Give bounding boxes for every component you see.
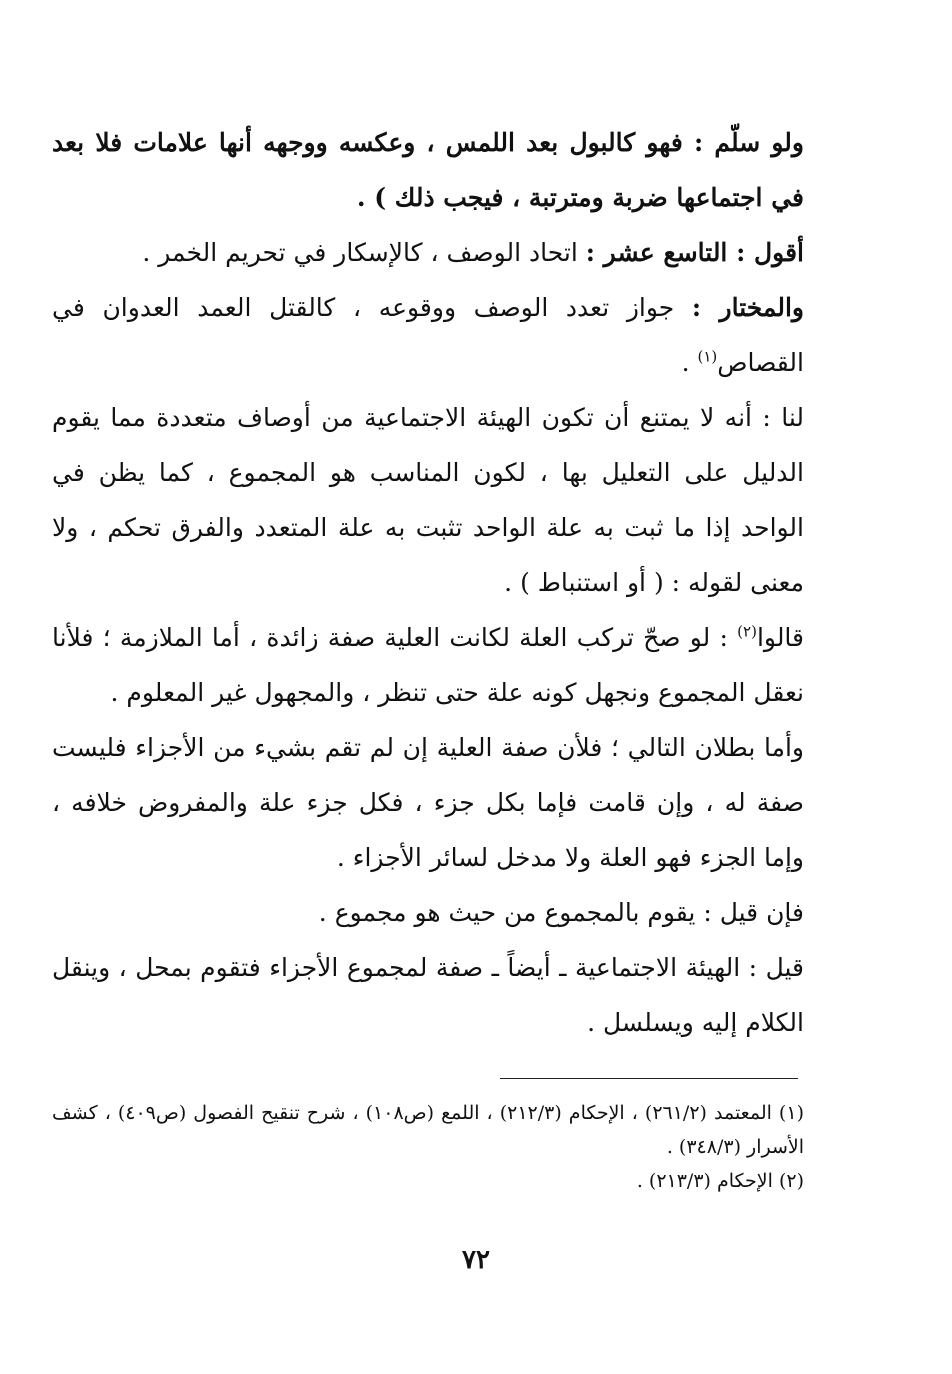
paragraph-evidence bbox=[52, 390, 804, 610]
paragraph-chosen bbox=[52, 280, 804, 390]
paragraph-text: وأما بطلان التالي ؛ فلأن صفة العلية إن لم تقم بشيء من الأجزاء فليست صفة له ، وإن قامت فإما بكل جزء ، فكل جزء علة والمفروض خلافه ، وإما الجزء فهو العلة ولا مدخل لسائر الأجزاء . bbox=[52, 733, 804, 872]
paragraph-lead: قالوا bbox=[756, 623, 804, 652]
footnotes bbox=[52, 1096, 804, 1198]
paragraph-objection bbox=[52, 610, 804, 720]
paragraph-ninth bbox=[52, 225, 804, 280]
footnote-ref-1[interactable]: (١) bbox=[697, 347, 718, 366]
footnote-1: (١) المعتمد (٢٦١/٢) ، الإحكام (٢١٢/٣) ، اللمع (ص١٠٨) ، شرح تنقيح الفصول (ص٤٠٩) ، كشف الأسرار (٣٤٨/٣) . bbox=[52, 1102, 804, 1158]
paragraph-end: . bbox=[681, 348, 698, 377]
paragraph-text: : لو صحّ تركب العلة لكانت العلية صفة زائدة ، أما الملازمة ؛ فلأنا نعقل المجموع ونجهل كونه علة حتى تنظر ، والمجهول غير المعلوم . bbox=[52, 623, 804, 707]
paragraph-reply bbox=[52, 940, 804, 1050]
paragraph-lead: والمختار : bbox=[691, 293, 804, 322]
paragraph-text: قيل : الهيئة الاجتماعية ـ أيضاً ـ صفة لمجموع الأجزاء فتقوم بمحل ، وينقل الكلام إليه ويسلسل . bbox=[52, 953, 804, 1037]
paragraph-text: ولو سلّم : فهو كالبول بعد اللمس ، وعكسه ووجهه أنها علامات فلا بعد في اجتماعها ضربة ومترتبة ، فيجب ذلك ) . bbox=[52, 128, 804, 212]
paragraph-text: فإن قيل : يقوم بالمجموع من حيث هو مجموع . bbox=[318, 898, 804, 927]
page-number: ٧٢ bbox=[462, 1245, 490, 1275]
paragraph-if-said bbox=[52, 885, 804, 940]
footnote-divider bbox=[500, 1078, 798, 1079]
paragraph-lead: أقول : التاسع عشر : bbox=[585, 238, 804, 267]
paragraph-text: جواز تعدد الوصف ووقوعه ، كالقتل العمد العدوان في القصاص bbox=[52, 293, 804, 377]
paragraph-text: لنا : أنه لا يمتنع أن تكون الهيئة الاجتماعية من أوصاف متعددة مما يقوم الدليل على التعليل بها ، لكون المناسب هو المجموع ، كما يظن في الواحد إذا ما ثبت به علة الواحد تثبت به علة المتعدد والفرق تحكم ، ولا معنى لقوله : ( أو استنباط ) . bbox=[52, 403, 804, 597]
paragraph-text: اتحاد الوصف ، كالإسكار في تحريم الخمر . bbox=[142, 238, 586, 267]
footnote-ref-2[interactable]: (٢) bbox=[737, 622, 757, 641]
main-text bbox=[52, 115, 804, 1050]
paragraph-consequent bbox=[52, 720, 804, 885]
footnote-2: (٢) الإحكام (٢١٣/٣) . bbox=[636, 1170, 804, 1192]
paragraph-quote bbox=[52, 115, 804, 225]
